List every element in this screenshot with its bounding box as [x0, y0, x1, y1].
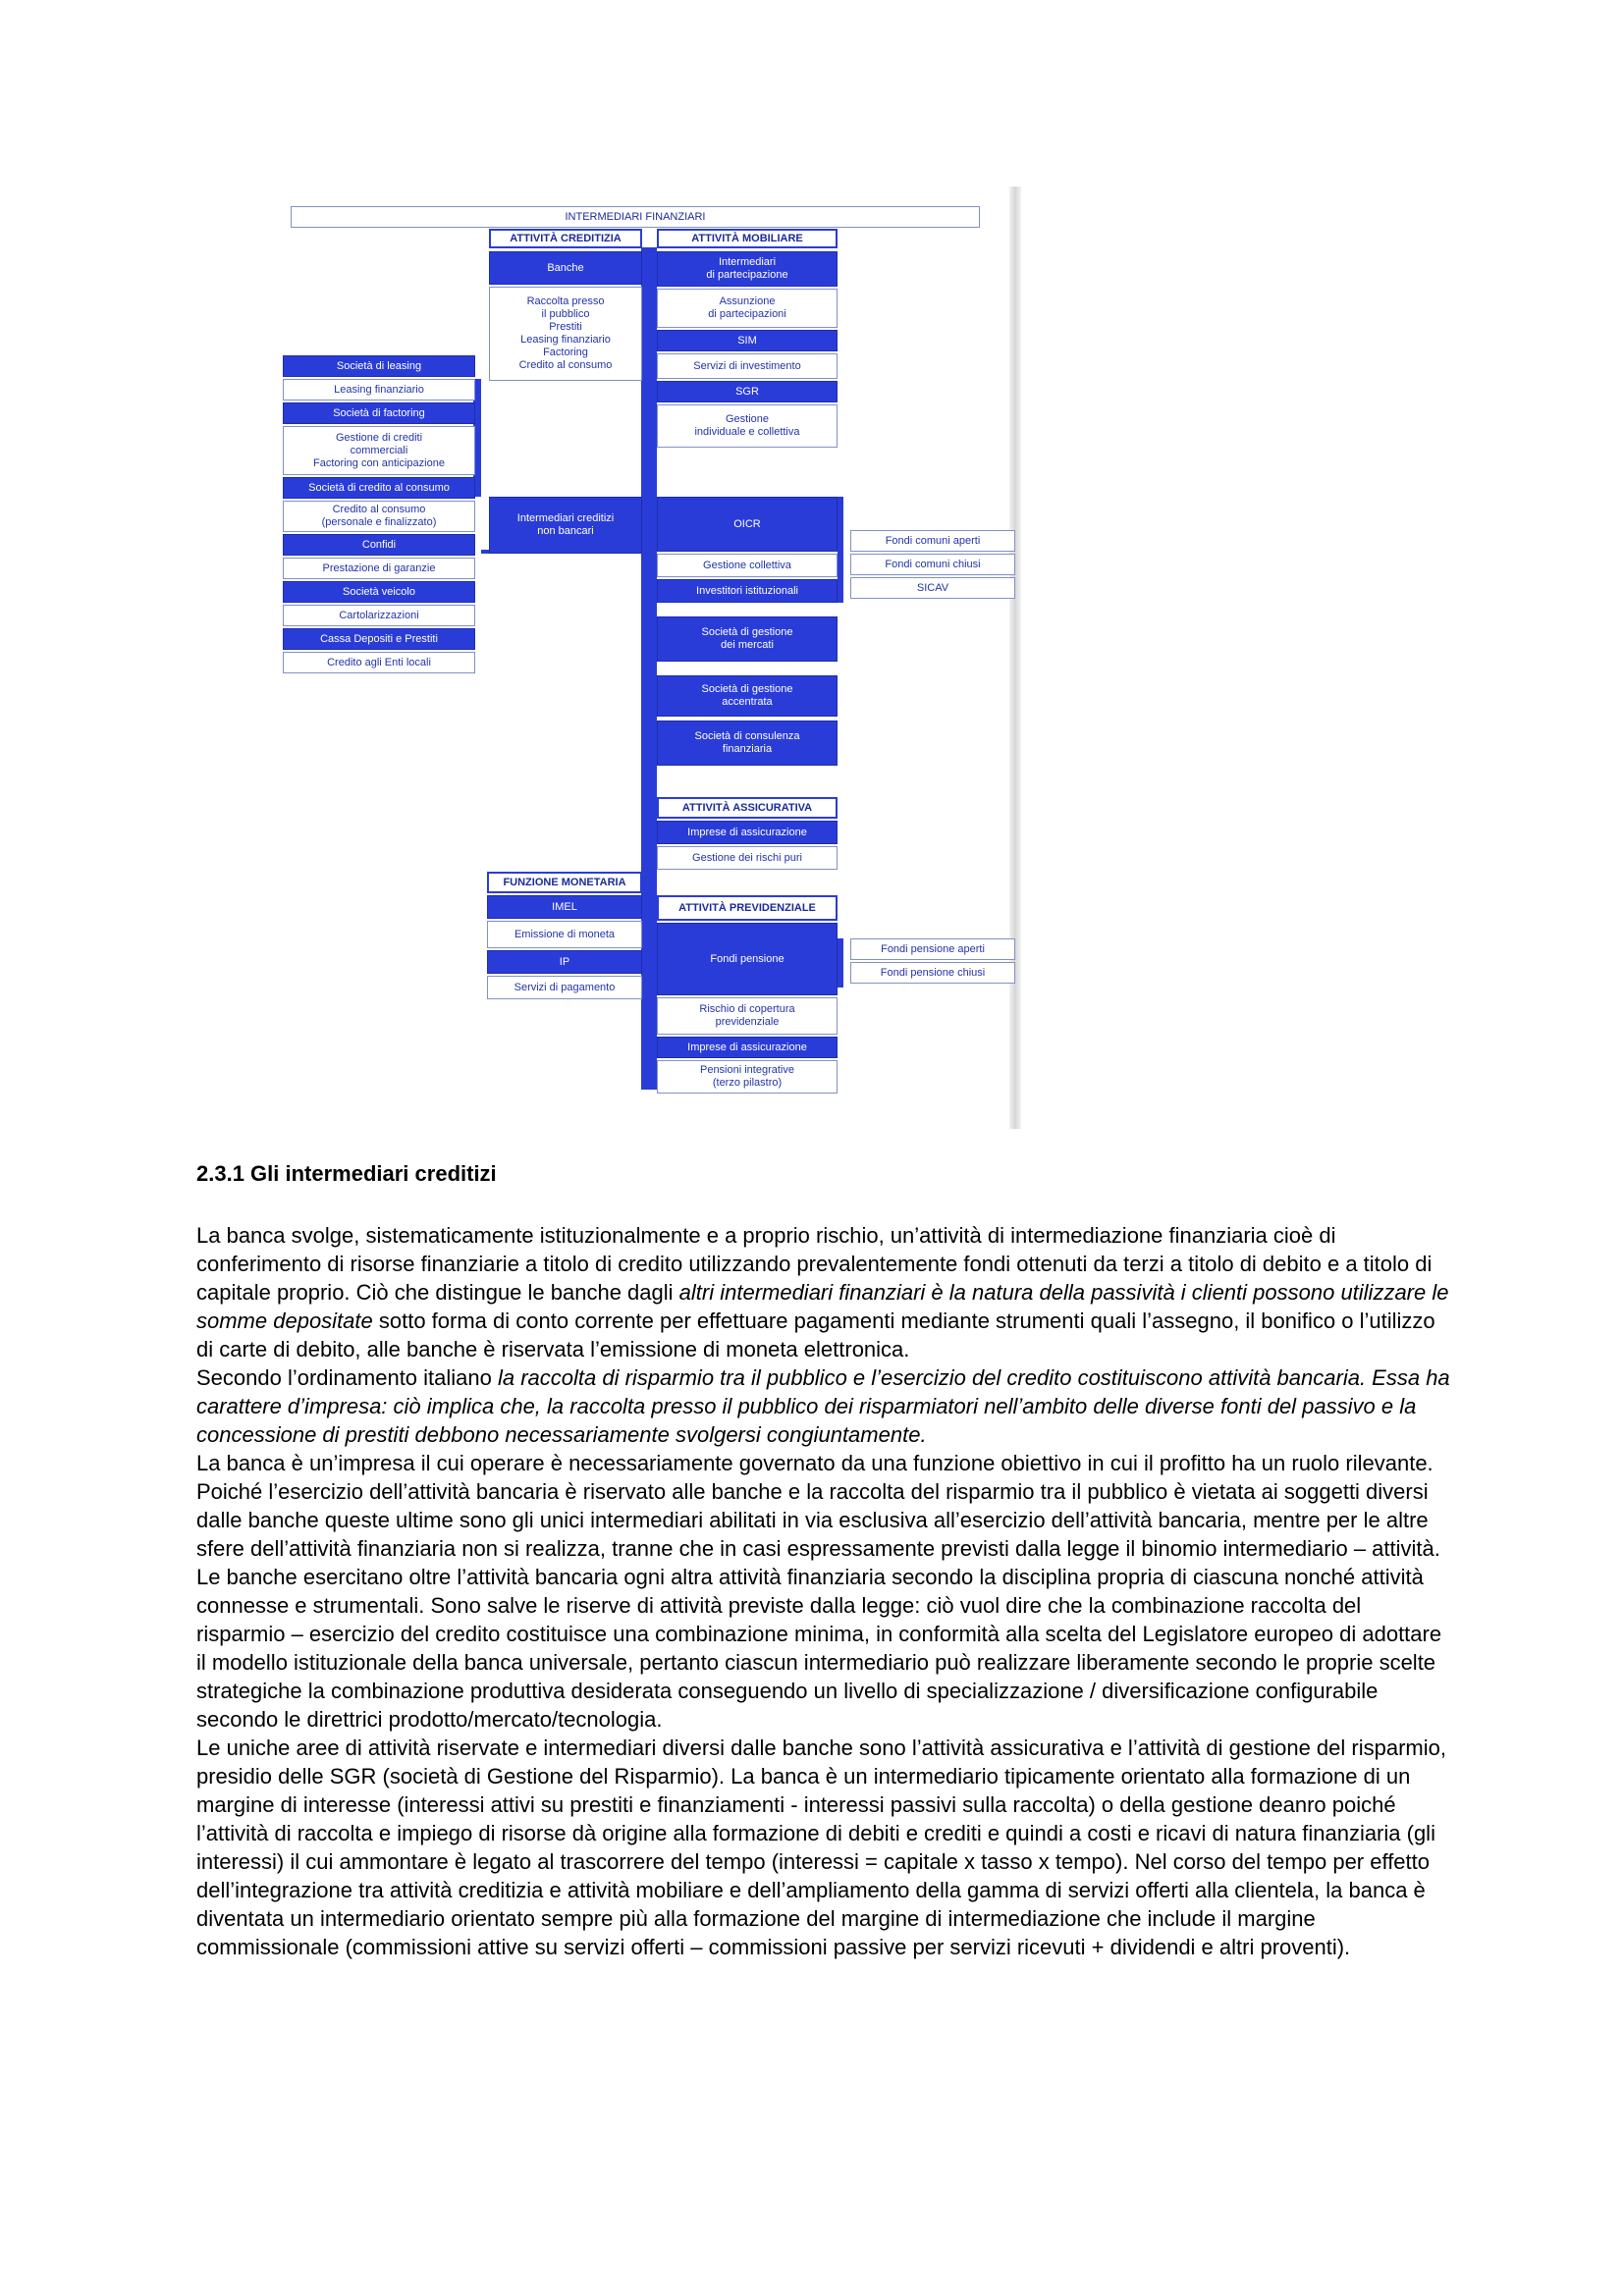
assicurativa-header: ATTIVITÀ ASSICURATIVA	[657, 797, 838, 819]
left-item: Credito agli Enti locali	[283, 652, 475, 673]
left-item: Credito al consumo (personale e finalizzato)	[283, 501, 475, 532]
pensioni-integrative-box: Pensioni integrative (terzo pilastro)	[657, 1060, 838, 1094]
text-run: sotto forma di conto corrente per effettuare pagamenti mediante strumenti quali l’assegno, il bonifico o l’utilizzo di carte di debito, alle banche è riservata l’emissione di moneta elettronica.	[196, 1308, 1435, 1362]
paragraph	[196, 1449, 1453, 1563]
left-item: Società di factoring	[283, 402, 475, 424]
servizi-investimento-box: Servizi di investimento	[657, 353, 838, 379]
italic-run: la raccolta di risparmio tra il pubblico e l’esercizio del credito costituiscono attività bancaria. Essa ha carattere d’impresa: ciò implica che, la raccolta presso il pubblico dei risparmiatori nell’ambito delle diverse fonti del passivo e la concessione di prestiti debbono necessariamente svolgersi congiuntamente.	[196, 1365, 1450, 1447]
gestione-individuale-box: Gestione individuale e collettiva	[657, 404, 838, 448]
oicr-right-item: Fondi comuni chiusi	[850, 554, 1015, 575]
mobiliare-header: ATTIVITÀ MOBILIARE	[657, 229, 838, 248]
servizi-pagamento-box: Servizi di pagamento	[487, 976, 642, 999]
center-spine	[641, 247, 657, 1090]
text-run: Le uniche aree di attività riservate e intermediari diversi dalle banche sono l’attività assicurativa e l’attività di gestione del risparmio, presidio delle SGR (società di Gestione del Risparmio). La banca è un intermediario tipicamente orientato alla formazione di un margine di interesse (interessi attivi su prestiti e finanziamenti - interessi passivi sulla raccolta) o della gestione deanro poiché l’attività di raccolta e impiego di risorse dà origine alla formazione di debiti e crediti e quindi a costi e ricavi di natura finanziaria (gli interessi) il cui ammontare è legato al trascorrere del tempo (interessi = capitale x tasso x tempo). Nel corso del tempo per effetto dell’integrazione tra attività creditizia e attività mobiliare e dell’ampliamento della gamma di servizi offerti alla clientela, la banca è diventata un intermediario orientato sempre più alla formazione del margine di intermediazione che include il margine commissionale (commissioni attive su servizi offerti – commissioni passive per servizi ricevuti + dividendi e altri proventi).	[196, 1735, 1446, 1959]
text-run: La banca svolge, sistematicamente istituzionalmente e a proprio rischio, un’attività di intermediazione finanziaria cioè di conferimento di risorse finanziarie a titolo di credito utilizzando prevalentemente fondi ottenuti da terzi a titolo di debito e a titolo di capitale proprio. Ciò che distingue le banche dagli	[196, 1223, 1433, 1305]
intermediari-diagram	[0, 0, 1623, 1139]
fondi-pensione-box: Fondi pensione	[657, 923, 838, 995]
emissione-moneta-box: Emissione di moneta	[487, 921, 642, 948]
oicr-connector	[838, 497, 843, 603]
scan-edge	[1009, 187, 1021, 1129]
banche-box: Banche	[489, 251, 642, 285]
creditizia-header: ATTIVITÀ CREDITIZIA	[489, 229, 642, 248]
prev-assicurazione-box: Imprese di assicurazione	[657, 1037, 838, 1058]
left-item: Confidi	[283, 534, 475, 556]
societa-gestione-accentrata-box: Società di gestione accentrata	[657, 675, 838, 717]
gestione-collettiva-box: Gestione collettiva	[657, 554, 838, 577]
assunzione-box: Assunzione di partecipazioni	[657, 289, 838, 328]
left-item: Cassa Depositi e Prestiti	[283, 628, 475, 650]
left-item: Società di leasing	[283, 355, 475, 377]
paragraph	[196, 1734, 1453, 1961]
rischi-puri-box: Gestione dei rischi puri	[657, 846, 838, 870]
banche-desc: Raccolta presso il pubblico Prestiti Leasing finanziario Factoring Credito al consumo	[489, 287, 642, 381]
societa-gestione-mercati-box: Società di gestione dei mercati	[657, 616, 838, 662]
diagram-title: INTERMEDIARI FINANZIARI	[291, 206, 980, 228]
left-item: Società veicolo	[283, 581, 475, 603]
previdenziale-header: ATTIVITÀ PREVIDENZIALE	[657, 895, 838, 921]
pension-right-item: Fondi pensione chiusi	[850, 962, 1015, 984]
sim-box: SIM	[657, 330, 838, 351]
rischio-copertura-box: Rischio di copertura previdenziale	[657, 997, 838, 1035]
investitori-box: Investitori istituzionali	[657, 579, 838, 603]
paragraph	[196, 1363, 1453, 1449]
left-item: Prestazione di garanzie	[283, 558, 475, 579]
monetaria-header: FUNZIONE MONETARIA	[487, 872, 642, 893]
oicr-right-item: Fondi comuni aperti	[850, 530, 1015, 552]
oicr-box: OICR	[657, 497, 838, 552]
italic-run: altri intermediari finanziari è la natura della passività i clienti possono utilizzare le somme depositate	[196, 1280, 1449, 1333]
left-item: Gestione di crediti commerciali Factoring con anticipazione	[283, 426, 475, 475]
paragraph	[196, 1221, 1453, 1363]
body-text	[196, 1221, 1453, 1961]
left-item: Società di credito al consumo	[283, 477, 475, 499]
sgr-box: SGR	[657, 381, 838, 402]
societa-consulenza-box: Società di consulenza finanziaria	[657, 721, 838, 766]
text-run: Le banche esercitano oltre l’attività bancaria ogni altra attività finanziaria secondo la disciplina propria di ciascuna nonché attività connesse e strumentali. Sono salve le riserve di attività previste dalla legge: ciò vuol dire che la combinazione raccolta del risparmio – esercizio del credito costituisce una combinazione minima, in conformità alla scelta del Legislatore europeo di adottare il modello istituzionale della banca universale, pertanto ciascun intermediario può realizzare liberamente secondo le proprie scelte strategiche la combinazione produttiva desiderata conseguendo un livello di specializzazione / diversificazione configurabile secondo le direttrici prodotto/mercato/tecnologia.	[196, 1565, 1442, 1732]
imel-box: IMEL	[487, 895, 642, 919]
assicurazione-box: Imprese di assicurazione	[657, 821, 838, 844]
text-run: La banca è un’impresa il cui operare è necessariamente governato da una funzione obiettivo in cui il profitto ha un ruolo rilevante. Poiché l’esercizio dell’attività bancaria è riservato alle banche e la raccolta del risparmio tra il pubblico è vietata ai soggetti diversi dalle banche queste ultime sono gli unici intermediari abilitati in via esclusiva all’esercizio dell’attività bancaria, mentre per le altre sfere dell’attività finanziaria non si realizza, tranne che in casi espressamente previsti dalla legge il binomio intermediario – attività.	[196, 1451, 1440, 1561]
text-run: Secondo l’ordinamento italiano	[196, 1365, 498, 1390]
left-item: Cartolarizzazioni	[283, 605, 475, 626]
pension-right-item: Fondi pensione aperti	[850, 938, 1015, 960]
ip-box: IP	[487, 950, 642, 974]
left-item: Leasing finanziario	[283, 379, 475, 400]
oicr-right-item: SICAV	[850, 577, 1015, 599]
paragraph	[196, 1563, 1453, 1734]
pension-connector	[838, 938, 843, 988]
interm-partecipazione-box: Intermediari di partecipazione	[657, 251, 838, 287]
section-title: 2.3.1 Gli intermediari creditizi	[196, 1161, 497, 1186]
non-bancari-box: Intermediari creditizi non bancari	[489, 497, 642, 554]
